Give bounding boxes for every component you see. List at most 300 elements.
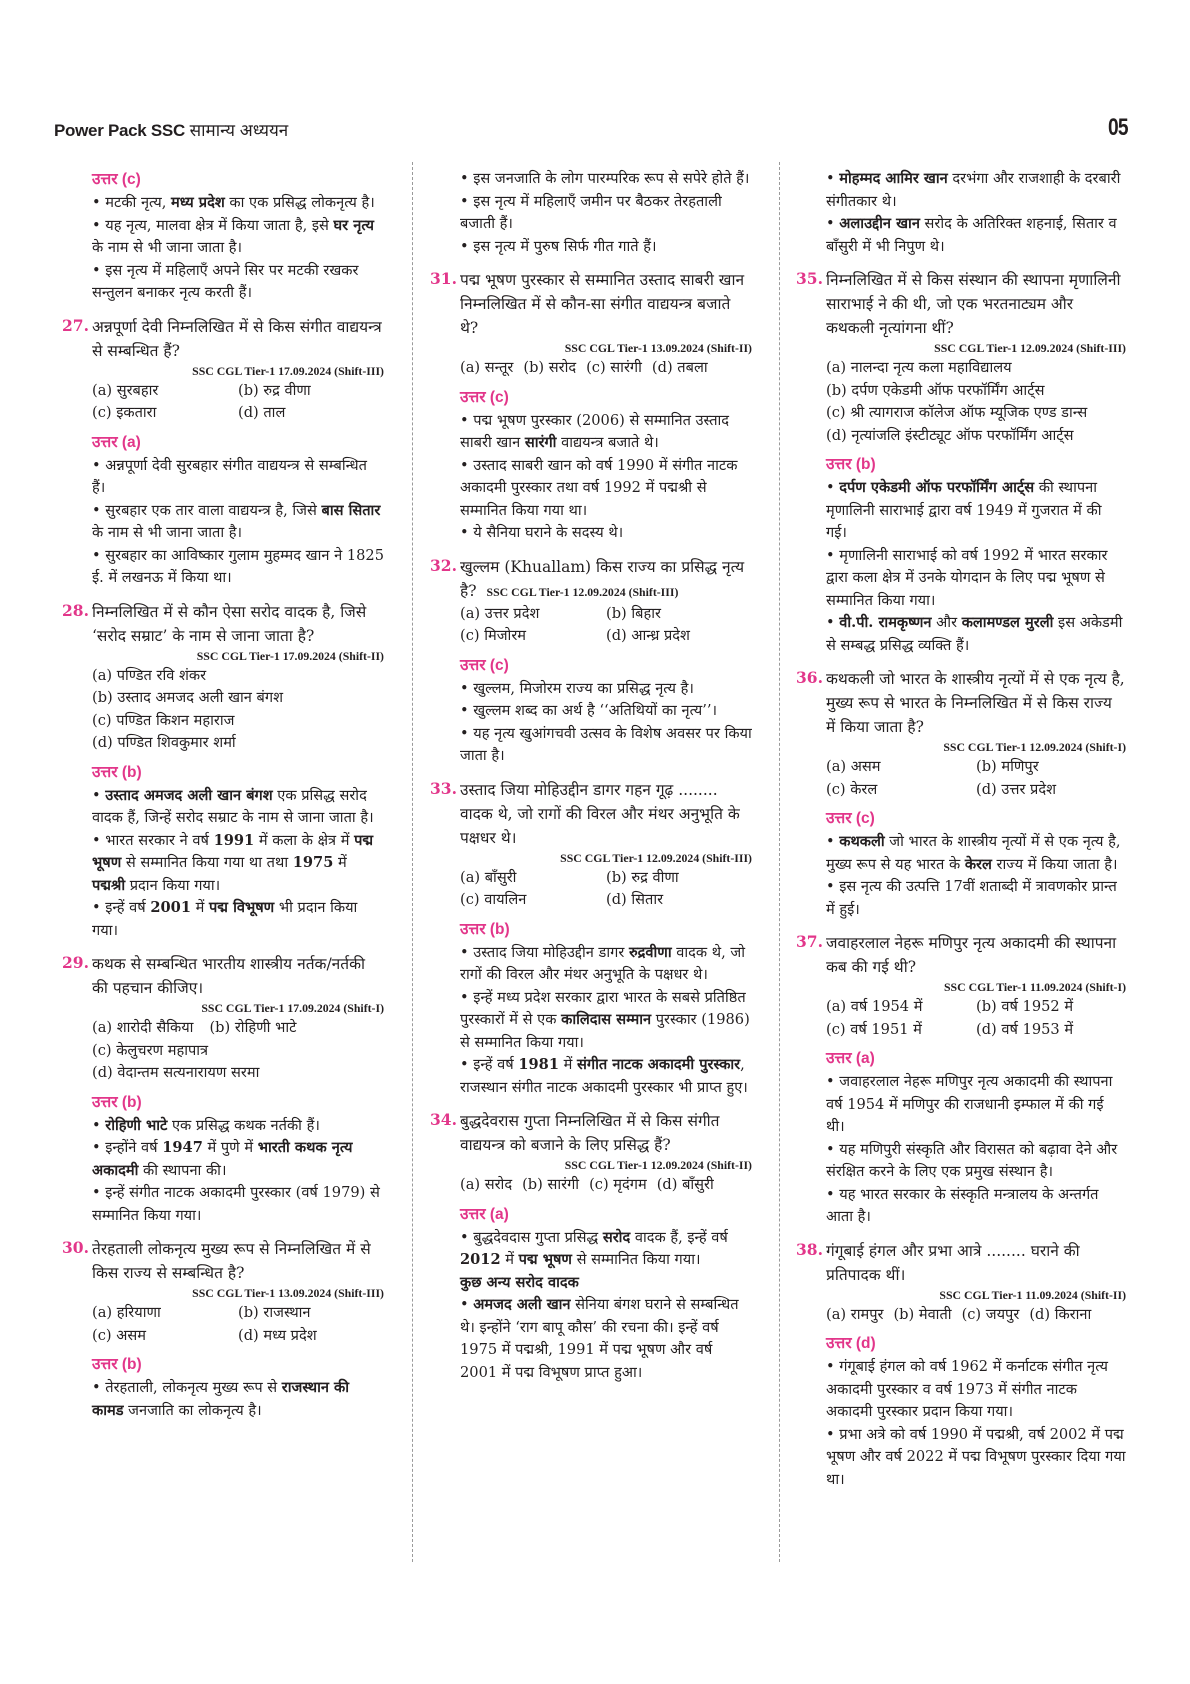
carryover-answer — [796, 168, 1126, 258]
exam-source: SSC CGL Tier-1 12.09.2024 (Shift-III) — [560, 850, 752, 865]
options-row — [92, 1302, 384, 1325]
options — [430, 603, 752, 648]
question-text — [92, 315, 384, 363]
question-number: 31. — [430, 269, 457, 288]
bullet-point — [826, 1184, 1126, 1229]
answer-block — [796, 807, 1126, 921]
bullet-text: की स्थापना मृणालिनी साराभाई द्वारा वर्ष 1949 में गुजरात में की गई। — [826, 479, 1102, 541]
bullet-text: एक प्रसिद्ध कथक नर्तकी हैं। — [167, 1116, 320, 1134]
question-text-content: अन्नपूर्णा देवी निम्नलिखित में से किस संगीत वाद्ययन्त्र से सम्बन्धित हैं? — [92, 317, 382, 360]
option[interactable]: (a) पण्डित रवि शंकर — [92, 666, 207, 684]
options — [796, 357, 1126, 447]
bullet-text: • यह नृत्य खुआंगचवी उत्सव के विशेष अवसर पर किया जाता है। — [460, 724, 752, 764]
answer-block — [796, 1047, 1126, 1229]
bullet-point — [92, 260, 384, 305]
exam-source: SSC CGL Tier-1 12.09.2024 (Shift-I) — [943, 740, 1126, 754]
option[interactable]: (d) वेदान्तम सत्यनारायण सरमा — [92, 1064, 260, 1081]
exam-source: SSC CGL Tier-1 12.09.2024 (Shift-II) — [564, 1158, 752, 1172]
answer-block — [62, 431, 384, 590]
column-divider — [779, 162, 780, 1562]
bullet-point — [826, 213, 1126, 258]
options-row — [460, 625, 752, 648]
bold-term: भारती कथक नृत्य अकादमी — [92, 1139, 353, 1179]
option[interactable]: (c) केलुचरण महापात्र — [92, 1041, 209, 1059]
bullet-text: • उस्ताद जिया मोहिउद्दीन डागर — [460, 943, 629, 961]
options-row — [826, 1019, 1126, 1042]
option[interactable]: (a) सन्तूर — [460, 359, 514, 376]
bullet-point — [92, 1377, 384, 1422]
options-row — [460, 357, 752, 380]
bullet-text: • गंगूबाई हंगल को वर्ष 1962 में कर्नाटक संगीत नृत्य अकादमी पुरस्कार व वर्ष 1973 में संगीत नाटक अकादमी पुरस्कार प्रदान किया गया। — [826, 1358, 1108, 1420]
option[interactable]: (b) दर्पण एकेडमी ऑफ परफॉर्मिंग आर्ट्स — [826, 381, 1045, 399]
bullet-point — [92, 785, 384, 830]
column-3 — [796, 168, 1126, 1491]
bold-term: 1975 — [292, 854, 334, 871]
bullet-text: दरभंगा और राजशाही के दरबारी संगीतकार थे। — [826, 170, 1121, 210]
options-row — [826, 756, 1126, 779]
bullet-text: में — [333, 854, 347, 871]
question-number: 30. — [62, 1238, 89, 1257]
bullet-text: भी प्रदान किया गया। — [92, 899, 358, 939]
bold-term: संगीत नाटक अकादमी पुरस्कार — [577, 1056, 741, 1073]
bold-term: दर्पण एकेडमी ऑफ परफॉर्मिंग आर्ट्स — [839, 479, 1035, 496]
bullet-text: • भारत सरकार ने वर्ष — [92, 831, 214, 849]
option[interactable]: (a) शारोदी सैकिया — [92, 1019, 194, 1036]
bullet-text: के नाम से भी जाना जाता है। — [92, 239, 243, 256]
bold-term: मोहम्मद आमिर खान — [839, 170, 948, 187]
bullet-text: वादक हैं, इन्हें वर्ष — [630, 1228, 728, 1246]
bullet-text: • इन्होंने वर्ष — [92, 1139, 163, 1156]
bold-term: कालिदास सम्मान — [561, 1011, 652, 1028]
bullet-point — [460, 1227, 752, 1272]
option[interactable]: (d) बाँसुरी — [656, 1176, 714, 1193]
exam-source: SSC CGL Tier-1 17.09.2024 (Shift-I) — [201, 1001, 384, 1015]
option[interactable]: (b) राजस्थान — [238, 1304, 311, 1321]
bullet-text: • — [826, 479, 840, 496]
bullet-point — [460, 522, 752, 545]
bullet-point — [460, 987, 752, 1055]
option[interactable]: (c) सारंगी — [586, 359, 642, 376]
bullet-text: • इस नृत्य में पुरुष सिर्फ गीत गाते हैं। — [460, 237, 657, 255]
question-text-content: निम्नलिखित में से कौन ऐसा सरोद वादक है, जिसे ‘सरोद सम्राट’ के नाम से जाना जाता है? — [92, 602, 367, 645]
question-number: 32. — [430, 555, 457, 575]
bullet-text: • — [460, 1296, 474, 1313]
options — [62, 665, 384, 755]
question-number: 36. — [796, 668, 823, 687]
bullet-point — [92, 830, 384, 898]
bold-term: 1947 — [162, 1139, 203, 1156]
options — [62, 1017, 384, 1085]
bullet-point — [460, 700, 752, 723]
bullet-text: • मृणालिनी साराभाई को वर्ष 1992 में भारत सरकार द्वारा कला क्षेत्र में उनके योगदान के लिए पद्म भूषण से सम्मानित किया गया। — [826, 546, 1108, 609]
bullet-point — [826, 612, 1126, 657]
option[interactable]: (b) मणिपुर — [976, 758, 1039, 775]
exam-source: SSC CGL Tier-1 11.09.2024 (Shift-I) — [944, 980, 1126, 994]
bullet-point — [826, 545, 1126, 613]
bullet-text: वादक थे, जो रागों की विरल और मंथर अनुभूति के पक्षधर थे। — [460, 943, 745, 983]
options-row — [826, 1304, 1126, 1327]
bullet-text: • इस नृत्य में महिलाएँ अपने सिर पर मटकी रखकर सन्तुलन बनाकर नृत्य करती हैं। — [92, 261, 359, 301]
question-text-content: तेरहताली लोकनृत्य मुख्य रूप से निम्नलिखित में से किस राज्य से सम्बन्धित है? — [92, 1240, 371, 1282]
bullet-text: • तेरहताली, लोकनृत्य मुख्य रूप से — [92, 1379, 282, 1396]
question-37 — [796, 931, 1126, 996]
bullet-text: जनजाति का लोकनृत्य है। — [123, 1401, 262, 1419]
options-row — [460, 867, 752, 890]
option[interactable]: (d) उत्तर प्रदेश — [976, 780, 1057, 798]
answer-label: उत्तर (a) — [826, 1050, 875, 1067]
bold-term: मध्य प्रदेश — [171, 194, 225, 211]
option[interactable]: (c) श्री त्यागराज कॉलेज ऑफ म्यूजिक एण्ड डान्स — [826, 404, 1088, 421]
bold-term: कथकली — [839, 833, 885, 850]
bullet-text: से सम्मानित किया गया था तथा — [121, 854, 293, 871]
bullet-point — [460, 410, 752, 455]
answer-label: उत्तर (c) — [460, 388, 509, 406]
options — [62, 1302, 384, 1347]
bullet-text: एक प्रसिद्ध सरोद वादक हैं, जिन्हें सरोद सम्राट के नाम से जाना जाता है। — [92, 786, 374, 826]
exam-source: SSC CGL Tier-1 17.09.2024 (Shift-II) — [196, 648, 384, 663]
bullet-point — [92, 215, 384, 260]
column-divider — [412, 162, 413, 1562]
question-text — [92, 600, 384, 648]
book-title: Power Pack SSC सामान्य अध्ययन — [54, 121, 289, 140]
options-row — [92, 1325, 384, 1348]
question-text — [92, 952, 384, 1000]
option[interactable]: (a) हरियाणा — [92, 1304, 161, 1321]
option[interactable]: (b) सरोद — [523, 359, 577, 376]
question-34 — [430, 1109, 752, 1174]
bullet-point — [92, 192, 384, 215]
bold-term: अलाउद्दीन खान — [839, 215, 920, 232]
bullet-text: • यह नृत्य, मालवा क्षेत्र में किया जाता है, इसे — [92, 216, 334, 234]
exam-source: SSC CGL Tier-1 12.09.2024 (Shift-III) — [934, 341, 1126, 355]
bullet-text: में कला के क्षेत्र में — [254, 831, 355, 849]
options-row — [826, 996, 1126, 1019]
bullet-text: में — [190, 899, 209, 916]
bold-term: 2001 — [150, 899, 191, 916]
option[interactable]: (c) वायलिन — [460, 891, 527, 908]
option[interactable]: (d) आन्ध्र प्रदेश — [606, 627, 690, 644]
bullet-text: वाद्ययन्त्र बजाते थे। — [556, 434, 659, 451]
answer-label: उत्तर (b) — [826, 456, 876, 473]
answer-label: उत्तर (a) — [92, 433, 141, 451]
bold-term: अमजद अली खान — [473, 1296, 571, 1313]
option[interactable]: (d) वर्ष 1953 में — [976, 1020, 1074, 1038]
column-2 — [430, 168, 752, 1384]
bullet-text: • यह मणिपुरी संस्कृति और विरासत को बढ़ावा देने और संरक्षित करने के लिए एक प्रमुख संस्थान है। — [826, 1140, 1118, 1180]
bullet-text: • पद्म भूषण पुरस्कार (2006) से सम्मानित उस्ताद साबरी खान — [460, 411, 730, 451]
bullet-text: पुरस्कार (1986) से सम्मानित किया गया। — [460, 1011, 750, 1051]
bullet-point — [460, 678, 752, 701]
bullet-text: • इस नृत्य में महिलाएँ जमीन पर बैठकर तेरहताली बजाती हैं। — [460, 192, 722, 232]
options-row — [92, 1017, 384, 1040]
question-number: 27. — [62, 315, 89, 335]
bullet-point — [92, 897, 384, 942]
question-number: 29. — [62, 953, 89, 972]
question-text-content: उस्ताद जिया मोहिउद्दीन डागर गहन गूढ़ ........ वादक थे, जो रागों की विरल और मंथर अनुभूति के पक्षधर थे। — [460, 780, 740, 847]
question-30 — [62, 1237, 384, 1302]
bold-term: कलामण्डल मुरली — [961, 614, 1054, 631]
answer-block — [796, 453, 1126, 657]
bullet-point — [826, 1356, 1126, 1424]
bold-term: सारंगी — [524, 434, 557, 451]
bullet-point — [826, 1424, 1126, 1492]
bullet-text: • इस जनजाति के लोग पारम्परिक रूप से सपेरे होते हैं। — [460, 170, 750, 187]
bullet-text: , राजस्थान संगीत नाटक अकादमी पुरस्कार भी प्राप्त हुए। — [460, 1056, 748, 1096]
options-row — [826, 779, 1126, 802]
question-number: 35. — [796, 269, 823, 288]
bullet-point — [826, 876, 1126, 921]
option[interactable]: (a) उत्तर प्रदेश — [460, 604, 540, 622]
exam-source: SSC CGL Tier-1 13.09.2024 (Shift-III) — [192, 1286, 384, 1300]
option[interactable]: (b) रुद्र वीणा — [606, 868, 679, 886]
option[interactable]: (a) वर्ष 1954 में — [826, 998, 923, 1015]
bold-term: 2012 — [460, 1251, 501, 1268]
exam-source: SSC CGL Tier-1 13.09.2024 (Shift-II) — [564, 341, 752, 355]
question-text-content: बुद्धदेवरास गुप्ता निम्नलिखित में से किस संगीत वाद्ययन्त्र को बजाने के लिए प्रसिद्ध हैं? — [460, 1112, 720, 1154]
answer-label: उत्तर (c) — [460, 656, 509, 674]
answer-block — [430, 1203, 752, 1385]
bullet-text: • खुल्लम शब्द का अर्थ है ‘‘अतिथियों का नृत्य’’। — [460, 702, 718, 719]
exam-source: SSC CGL Tier-1 17.09.2024 (Shift-III) — [192, 363, 384, 378]
option[interactable]: (a) सुरबहार — [92, 381, 159, 399]
option[interactable]: (b) मेवाती — [893, 1305, 952, 1323]
bullet-text: • — [826, 215, 840, 232]
option[interactable]: (b) सारंगी — [522, 1176, 580, 1193]
answer-block — [62, 1091, 384, 1228]
bullet-text: से सम्मानित किया गया। — [571, 1251, 701, 1268]
bullet-text: • इन्हें वर्ष — [460, 1056, 519, 1073]
column-1 — [62, 168, 384, 1422]
bullet-text: • यह भारत सरकार के संस्कृति मन्त्रालय के अन्तर्गत आता है। — [826, 1185, 1099, 1225]
option[interactable]: (a) बाँसुरी — [460, 868, 517, 886]
bold-term: वी.पी. रामकृष्णन — [839, 614, 932, 631]
option[interactable]: (d) नृत्यांजलि इंस्टीट्यूट ऑफ परफॉर्मिंग आर्ट्स — [826, 426, 1074, 444]
bullet-text: का एक प्रसिद्ध लोकनृत्य है। — [224, 194, 375, 211]
question-text-content: खुल्लम (Khuallam) किस राज्य का प्रसिद्ध नृत्य है? — [460, 557, 745, 600]
bullet-text: • इन्हें मध्य प्रदेश सरकार द्वारा भारत के सबसे प्रतिष्ठित पुरस्कारों में से एक — [460, 988, 746, 1028]
bold-term: 1991 — [213, 831, 255, 849]
answer-label: उत्तर (b) — [460, 920, 510, 938]
bullet-text: और — [931, 614, 962, 631]
question-text-content: कथकली जो भारत के शास्त्रीय नृत्यों में से एक नृत्य है, मुख्य रूप से भारत के निम्नलिखित में से किस राज्य में किया जाता है? — [826, 670, 1125, 736]
option[interactable]: (a) रामपुर — [826, 1305, 884, 1323]
bold-term: 1981 — [518, 1056, 559, 1073]
bullet-text: • प्रभा अत्रे को वर्ष 1990 में पद्मश्री, वर्ष 2002 में पद्म भूषण और वर्ष 2022 में पद्म विभूषण पुरस्कार दिया गया था। — [826, 1425, 1126, 1488]
bold-term: पद्म भूषण — [92, 831, 374, 871]
bullet-text: • बुद्धदेवदास गुप्ता प्रसिद्ध — [460, 1228, 603, 1246]
bold-term: केरल — [964, 855, 992, 873]
question-text — [460, 778, 752, 850]
carryover-answer — [430, 168, 752, 258]
option[interactable]: (c) वर्ष 1951 में — [826, 1020, 922, 1038]
bullet-point — [460, 942, 752, 987]
bullet-point — [92, 455, 384, 500]
option[interactable]: (d) ताल — [238, 404, 286, 421]
bullet-point — [92, 1115, 384, 1138]
options — [430, 357, 752, 380]
bullet-text: • — [92, 1116, 106, 1134]
answer-label: उत्तर (b) — [92, 1093, 142, 1111]
option[interactable]: (c) इकतारा — [92, 404, 157, 421]
question-36 — [796, 667, 1126, 756]
question-number: 28. — [62, 600, 89, 620]
answer-block — [430, 386, 752, 545]
option[interactable]: (a) असम — [826, 758, 881, 775]
options-row — [460, 603, 752, 626]
bullet-point — [460, 455, 752, 523]
bullet-point — [826, 831, 1126, 876]
option[interactable]: (c) जयपुर — [961, 1305, 1020, 1323]
bold-term: घर नृत्य — [333, 216, 375, 234]
question-27 — [62, 315, 384, 380]
answer-block — [430, 918, 752, 1100]
option[interactable]: (c) केरल — [826, 780, 878, 798]
bullet-point — [460, 168, 752, 191]
option[interactable]: (d) मध्य प्रदेश — [238, 1326, 317, 1344]
carryover-answer — [62, 168, 384, 305]
page-header — [54, 114, 1128, 148]
question-31 — [430, 268, 752, 357]
option[interactable]: (b) उस्ताद अमजद अली खान बंगश — [92, 689, 284, 706]
options — [796, 1304, 1126, 1327]
bullet-text: में — [500, 1251, 519, 1268]
bullet-text: • उस्ताद साबरी खान को वर्ष 1990 में संगीत नाटक अकादमी पुरस्कार तथा वर्ष 1992 में पद्मश्री से सम्मानित किया गया था। — [460, 456, 738, 519]
option[interactable]: (b) बिहार — [606, 604, 661, 622]
bullet-text: में — [558, 1056, 577, 1073]
bullet-point — [826, 168, 1126, 213]
bold-term: उस्ताद अमजद अली खान बंगश — [105, 786, 273, 804]
bullet-point — [460, 236, 752, 259]
bullet-text: की स्थापना की। — [138, 1161, 227, 1179]
option[interactable]: (c) मृदंगम — [589, 1176, 647, 1193]
option[interactable]: (a) सरोद — [460, 1176, 513, 1193]
bullet-text: में पुणे में — [202, 1139, 258, 1156]
bullet-point — [92, 1137, 384, 1182]
option[interactable]: (d) पण्डित शिवकुमार शर्मा — [92, 734, 236, 751]
bullet-text: इस अकेडमी से सम्बद्ध प्रसिद्ध व्यक्ति हैं। — [826, 614, 1123, 654]
question-text — [460, 555, 752, 603]
bullet-text: • सुरबहार एक तार वाला वाद्ययन्त्र है, जिसे — [92, 501, 322, 519]
option[interactable]: (c) असम — [92, 1326, 146, 1344]
option[interactable]: (b) रोहिणी भाटे — [209, 1019, 297, 1036]
question-number: 38. — [796, 1239, 823, 1259]
answer-block — [796, 1332, 1126, 1491]
bullet-text: प्रदान किया गया। — [125, 876, 221, 894]
options — [430, 867, 752, 912]
option[interactable]: (b) वर्ष 1952 में — [976, 998, 1074, 1015]
bullet-text: • — [826, 170, 840, 187]
options — [796, 756, 1126, 801]
bullet-text: सरोद के अतिरिक्त शहनाई, सितार व बाँसुरी में भी निपुण थे। — [826, 215, 1117, 255]
bullet-text: के नाम से भी जाना जाता है। — [92, 524, 243, 541]
question-text — [826, 1239, 1126, 1287]
bullet-point — [826, 1071, 1126, 1139]
option[interactable]: (c) मिजोरम — [460, 627, 527, 644]
bullet-point — [460, 1054, 752, 1099]
question-29 — [62, 952, 384, 1017]
exam-source: SSC CGL Tier-1 12.09.2024 (Shift-III) — [486, 584, 679, 599]
bold-term: पद्मश्री — [92, 876, 126, 894]
question-text — [460, 1109, 752, 1157]
options-row — [460, 889, 752, 912]
option[interactable]: (a) नालन्दा नृत्य कला महाविद्यालय — [826, 359, 1012, 376]
option[interactable]: (b) रुद्र वीणा — [238, 381, 311, 399]
bullet-point — [826, 1139, 1126, 1184]
question-number: 34. — [430, 1110, 457, 1129]
question-text — [826, 931, 1126, 979]
answer-block — [62, 761, 384, 943]
bullet-point — [92, 500, 384, 545]
bullet-point — [460, 723, 752, 768]
bold-term: सरोद — [602, 1228, 631, 1246]
question-text-content: निम्नलिखित में से किस संस्थान की स्थापना मृणालिनी साराभाई ने की थी, जो एक भरतनाट्यम और कथकली नृत्यांगना थीं? — [826, 271, 1121, 337]
bold-term: बास सितार — [321, 501, 381, 519]
answer-block — [430, 654, 752, 768]
answer-label: उत्तर (b) — [92, 763, 142, 781]
options-row — [92, 380, 384, 403]
question-text-content: कथक से सम्बन्धित भारतीय शास्त्रीय नर्तक/नर्तकी की पहचान कीजिए। — [92, 955, 366, 997]
bold-term: पद्म विभूषण — [209, 899, 275, 916]
options — [430, 1174, 752, 1197]
bullet-text: • मटकी नृत्य, — [92, 194, 172, 211]
bullet-text: जो भारत के शास्त्रीय नृत्यों में से एक नृत्य है, मुख्य रूप से यह भारत के — [826, 833, 1121, 873]
answer-block — [62, 1353, 384, 1422]
question-38 — [796, 1239, 1126, 1304]
exam-source: SSC CGL Tier-1 11.09.2024 (Shift-II) — [939, 1287, 1126, 1302]
question-text-content: गंगूबाई हंगल और प्रभा आत्रे ........ घराने की प्रतिपादक थीं। — [826, 1241, 1080, 1284]
bullet-point — [92, 1182, 384, 1227]
answer-label: उत्तर (c) — [92, 171, 141, 188]
options — [796, 996, 1126, 1041]
bullet-text: • इन्हें वर्ष — [92, 899, 151, 916]
options-row — [92, 402, 384, 425]
bullet-text: • जवाहरलाल नेहरू मणिपुर नृत्य अकादमी की स्थापना वर्ष 1954 में मणिपुर की राजधानी इम्फाल में की गई थी। — [826, 1073, 1113, 1135]
sub-heading: कुछ अन्य सरोद वादक — [460, 1273, 579, 1291]
bold-term: रुद्रवीणा — [628, 943, 672, 961]
option[interactable]: (d) किराना — [1029, 1305, 1092, 1323]
bullet-text: • सुरबहार का आविष्कार गुलाम मुहम्मद खान ने 1825 ई. में लखनऊ में किया था। — [92, 546, 384, 586]
question-number: 33. — [430, 778, 457, 798]
answer-label: उत्तर (d) — [826, 1335, 876, 1352]
bold-term: पद्म भूषण — [518, 1251, 572, 1268]
question-text-content: पद्म भूषण पुरस्कार से सम्मानित उस्ताद साबरी खान निम्नलिखित में से कौन-सा संगीत वाद्ययन्त्र बजाते थे? — [460, 271, 745, 337]
bullet-text: • खुल्लम, मिजोरम राज्य का प्रसिद्ध नृत्य है। — [460, 679, 694, 697]
question-32 — [430, 555, 752, 603]
answer-label: उत्तर (a) — [460, 1205, 509, 1223]
question-text — [460, 268, 752, 340]
question-35 — [796, 268, 1126, 357]
page-number: 05 — [1108, 114, 1128, 141]
bullet-point — [92, 545, 384, 590]
bullet-text: • — [826, 614, 840, 631]
option[interactable]: (d) सितार — [606, 891, 664, 908]
bullet-text: • ये सैनिया घराने के सदस्य थे। — [460, 524, 624, 541]
answer-label: उत्तर (c) — [826, 810, 875, 827]
bullet-text: • इस नृत्य की उत्पत्ति 17वीं शताब्दी में त्रावणकोर प्रान्त में हुई। — [826, 878, 1117, 918]
option[interactable]: (c) पण्डित किशन महाराज — [92, 711, 235, 729]
bullet-text: • अन्नपूर्णा देवी सुरबहार संगीत वाद्ययन्त्र से सम्बन्धित हैं। — [92, 456, 367, 496]
question-number: 37. — [796, 932, 823, 951]
option[interactable]: (d) तबला — [651, 359, 708, 376]
question-text — [92, 1237, 384, 1285]
bullet-text: • — [92, 786, 106, 804]
question-28 — [62, 600, 384, 665]
question-text — [826, 667, 1126, 739]
bullet-text: • — [826, 833, 840, 850]
bullet-text: • इन्हें संगीत नाटक अकादमी पुरस्कार (वर्ष 1979) से सम्मानित किया गया। — [92, 1184, 380, 1224]
answer-label: उत्तर (b) — [92, 1356, 142, 1373]
options — [62, 380, 384, 425]
